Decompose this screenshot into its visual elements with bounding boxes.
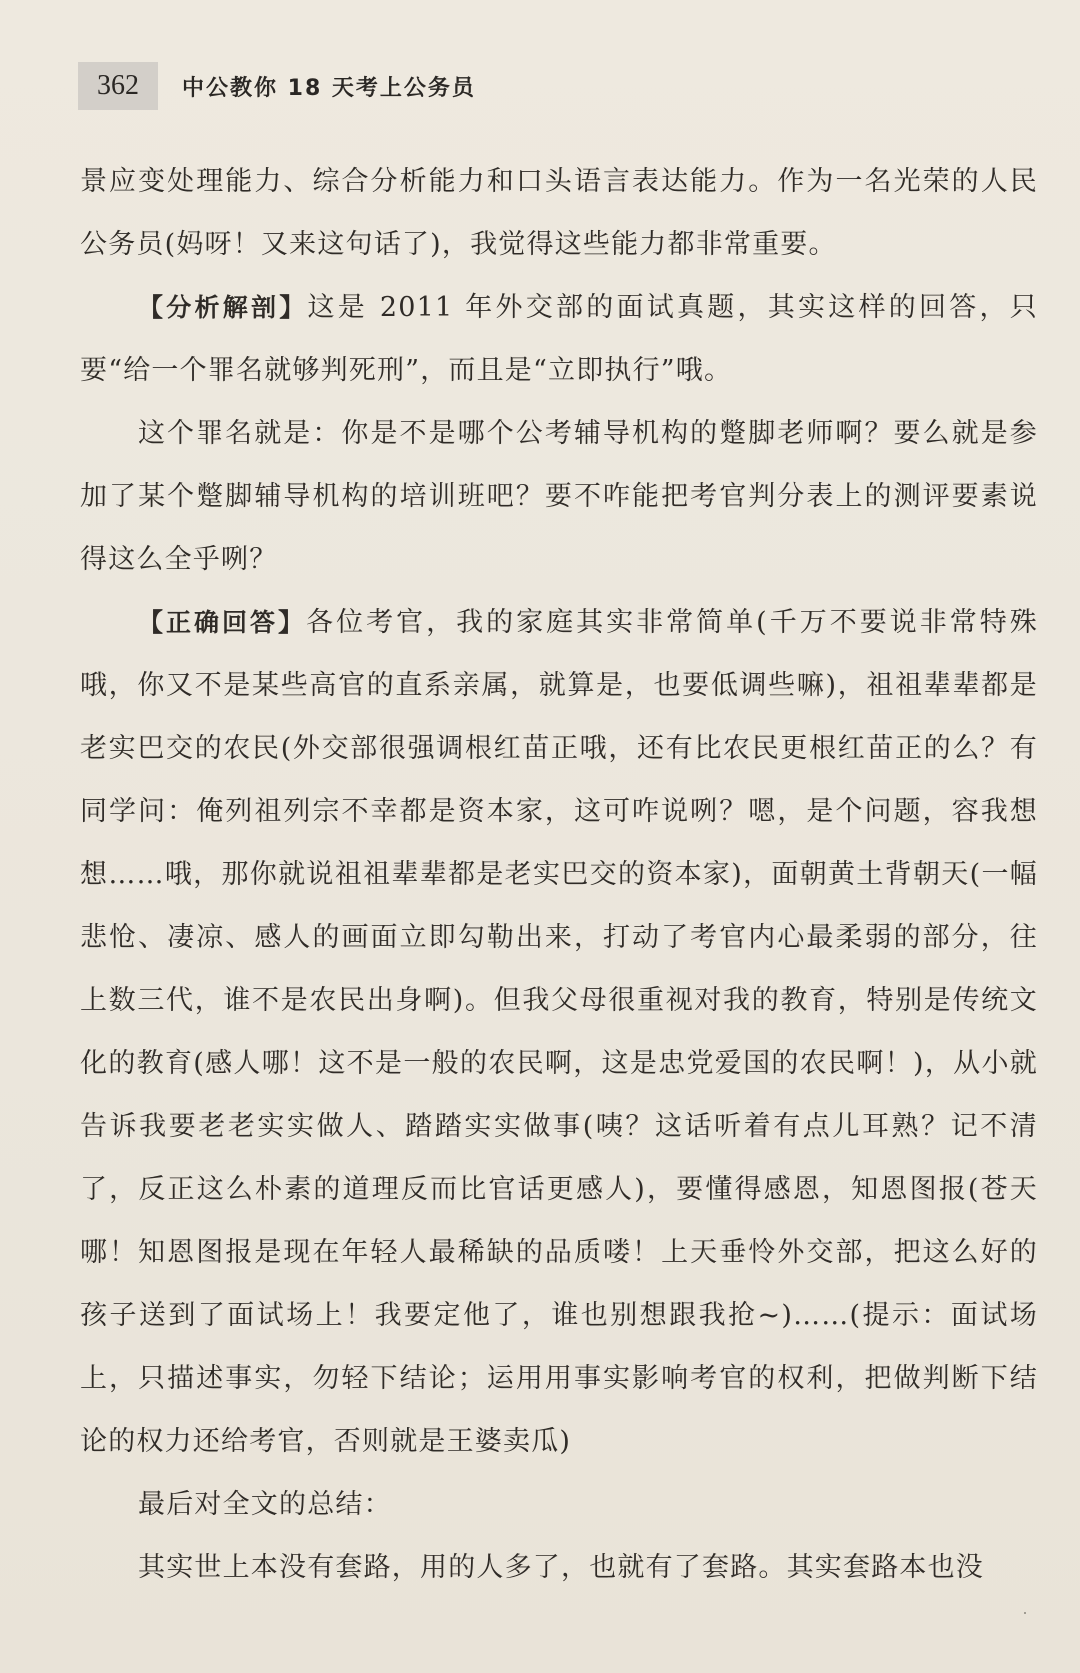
paragraph-3: 这个罪名就是：你是不是哪个公考辅导机构的蹩脚老师啊？要么就是参加了某个蹩脚辅导机构的培训班吧？要不咋能把考官判分表上的测评要素说得这么全乎咧？: [80, 418, 1038, 575]
page-speck: [1024, 1612, 1026, 1614]
paragraph-summary-lead: 最后对全文的总结：: [138, 1489, 392, 1520]
page-header: [78, 62, 476, 110]
analysis-tag: 【分析解剖】: [138, 293, 308, 322]
running-title: 中公教你 18 天考上公务员: [182, 75, 476, 101]
correct-answer-text: 各位考官，我的家庭其实非常简单(千万不要说非常特殊哦，你又不是某些高官的直系亲属，就算是，也要低调些嘛)，祖祖辈辈都是老实巴交的农民(外交部很强调根红苗正哦，还有比农民更根红苗正的么？有同学问：俺列祖列宗不幸都是资本家，这可咋说咧？嗯，是个问题，容我想想……哦，那你就说祖祖辈辈都是老实巴交的资本家)，面朝黄土背朝天(一幅悲怆、凄凉、感人的画面立即勾勒出来，打动了考官内心最柔弱的部分，往上数三代，谁不是农民出身啊)。但我父母很重视对我的教育，特别是传统文化的教育(感人哪！这不是一般的农民啊，这是忠党爱国的农民啊！)，从小就告诉我要老老实实做人、踏踏实实做事(咦？这话听着有点儿耳熟？记不清了，反正这么朴素的道理反而比官话更感人)，要懂得感恩，知恩图报(苍天哪！知恩图报是现在年轻人最稀缺的品质喽！上天垂怜外交部，把这么好的孩子送到了面试场上！我要定他了，谁也别想跟我抢~)……(提示：面试场上，只描述事实，勿轻下结论；运用用事实影响考官的权利，把做判断下结论的权力还给考官，否则就是王婆卖瓜): [80, 607, 1038, 1457]
paragraph-1: 景应变处理能力、综合分析能力和口头语言表达能力。作为一名光荣的人民公务员(妈呀！又来这句话了)，我觉得这些能力都非常重要。: [80, 166, 1038, 260]
analysis-text: 这是 2011 年外交部的面试真题，其实这样的回答，只要“给一个罪名就够判死刑”，而且是“立即执行”哦。: [80, 292, 1038, 386]
page-number: 362: [78, 62, 158, 110]
correct-answer-tag: 【正确回答】: [138, 608, 307, 637]
paragraph-last: 其实世上本没有套路，用的人多了，也就有了套路。其实套路本也没: [138, 1552, 984, 1583]
body-text: [80, 150, 1038, 1599]
paragraph-correct-answer: [80, 591, 1038, 1473]
paragraph-analysis: [80, 276, 1038, 402]
